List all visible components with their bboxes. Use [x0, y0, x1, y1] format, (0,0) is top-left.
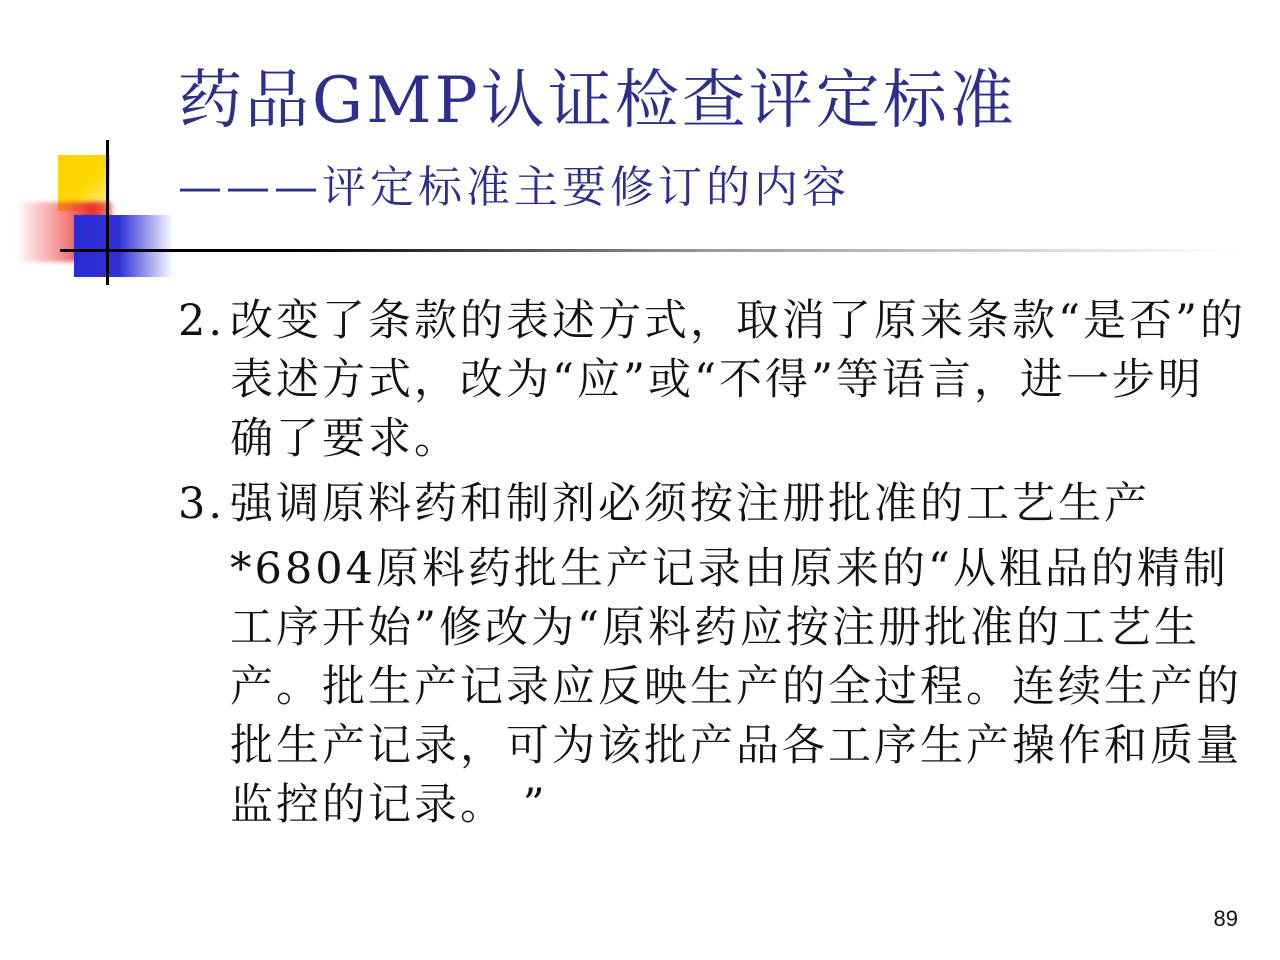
sub-paragraph: *6804原料药批生产记录由原来的“从粗品的精制工序开始”修改为“原料药应按注册批准的工艺生产。批生产记录应反映生产的全过程。连续生产的批生产记录，可为该批产品各工序生产操作和质量监控的记录。 ” [230, 544, 1242, 830]
slide-content [178, 292, 1248, 835]
list-item [178, 475, 1248, 534]
item-text: 改变了条款的表述方式，取消了原来条款“是否”的表述方式，改为“应”或“不得”等语言，进一步明确了要求。 [230, 296, 1246, 464]
slide-title: 药品GMP认证检查评定标准 [178, 64, 1017, 138]
horizontal-rule [60, 249, 1240, 252]
vertical-rule [106, 140, 109, 285]
item-text: 强调原料药和制剂必须按注册批准的工艺生产 [230, 479, 1150, 529]
item-number: 2. [178, 296, 226, 346]
item-number: 3. [178, 479, 226, 529]
blue-square-decoration [74, 215, 174, 277]
slide-subtitle: ———评定标准主要修订的内容 [178, 162, 850, 213]
corner-decoration [0, 0, 260, 300]
page-number: 89 [1213, 906, 1238, 931]
list-item [178, 292, 1248, 469]
